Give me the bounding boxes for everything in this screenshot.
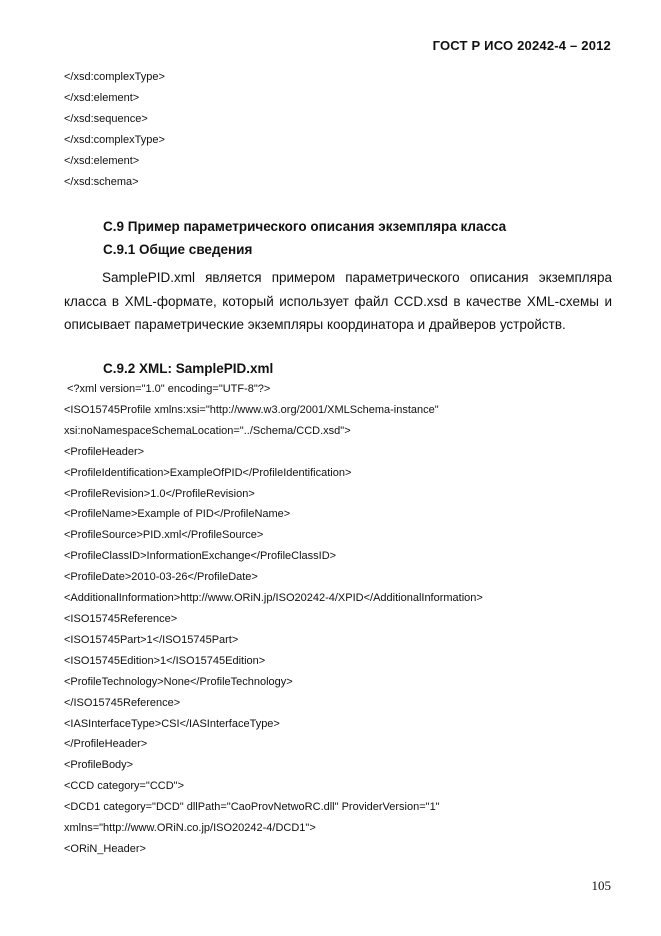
xml-line: <ProfileName>Example of PID</ProfileName> xyxy=(64,508,291,521)
section-c91-title: С.9.1 Общие сведения xyxy=(103,242,253,257)
xml-line: <ISO15745Profile xmlns:xsi="http://www.w3.org/2001/XMLSchema-instance" xyxy=(64,403,439,416)
standard-header: ГОСТ Р ИСО 20242-4 – 2012 xyxy=(432,38,611,53)
xml-line: </ProfileHeader> xyxy=(64,738,148,751)
xml-line: <AdditionalInformation>http://www.ORiN.jp/ISO20242-4/XPID</AdditionalInformation> xyxy=(64,592,483,605)
xml-line: <CCD category="CCD"> xyxy=(64,780,184,793)
xml-line: <IASInterfaceType>CSI</IASInterfaceType> xyxy=(64,717,280,730)
xml-code-block xyxy=(64,379,483,860)
xml-line: <ProfileClassID>InformationExchange</ProfileClassID> xyxy=(64,550,337,563)
code-line: </xsd:element> xyxy=(64,91,140,104)
xml-line: <ProfileSource>PID.xml</ProfileSource> xyxy=(64,529,264,542)
top-code-block xyxy=(64,67,165,192)
xml-line: <ProfileIdentification>ExampleOfPID</ProfileIdentification> xyxy=(64,466,352,479)
section-c92-title: С.9.2 XML: SamplePID.xml xyxy=(103,361,274,376)
xml-line: <?xml version="1.0" encoding="UTF-8"?> xyxy=(67,383,271,395)
code-line: </xsd:complexType> xyxy=(64,133,165,146)
xml-line: <ProfileHeader> xyxy=(64,445,145,458)
xml-line: <ProfileTechnology>None</ProfileTechnology> xyxy=(64,675,293,688)
xml-line: <ORiN_Header> xyxy=(64,842,146,855)
xml-line: <ProfileRevision>1.0</ProfileRevision> xyxy=(64,487,255,500)
xml-line: <ISO15745Part>1</ISO15745Part> xyxy=(64,633,239,646)
code-line: </xsd:element> xyxy=(64,154,140,167)
code-line: </xsd:sequence> xyxy=(64,112,148,125)
xml-line: <ProfileDate>2010-03-26</ProfileDate> xyxy=(64,571,258,584)
xml-line: <ISO15745Edition>1</ISO15745Edition> xyxy=(64,654,266,667)
xml-line: <ISO15745Reference> xyxy=(64,612,178,625)
section-c91-paragraph: SamplePID.xml является примером параметрического описания экземпляра класса в XML-формате, который использует файл CCD.xsd в качестве XML-схемы и описывает параметрические экземпляры координатора и драйверов устройств. xyxy=(64,270,612,332)
code-line: </xsd:complexType> xyxy=(64,71,165,83)
xml-line: <ProfileBody> xyxy=(64,759,134,772)
page-number: 105 xyxy=(591,878,611,893)
xml-line: xsi:noNamespaceSchemaLocation="../Schema/CCD.xsd"> xyxy=(64,424,351,437)
xml-line: </ISO15745Reference> xyxy=(64,696,181,709)
code-line: </xsd:schema> xyxy=(64,175,139,188)
xml-line: xmlns="http://www.ORiN.co.jp/ISO20242-4/DCD1"> xyxy=(64,822,316,835)
section-c9-title: С.9 Пример параметрического описания экземпляра класса xyxy=(103,219,507,234)
xml-line: <DCD1 category="DCD" dllPath="CaoProvNetwoRC.dll" ProviderVersion="1" xyxy=(64,801,440,814)
